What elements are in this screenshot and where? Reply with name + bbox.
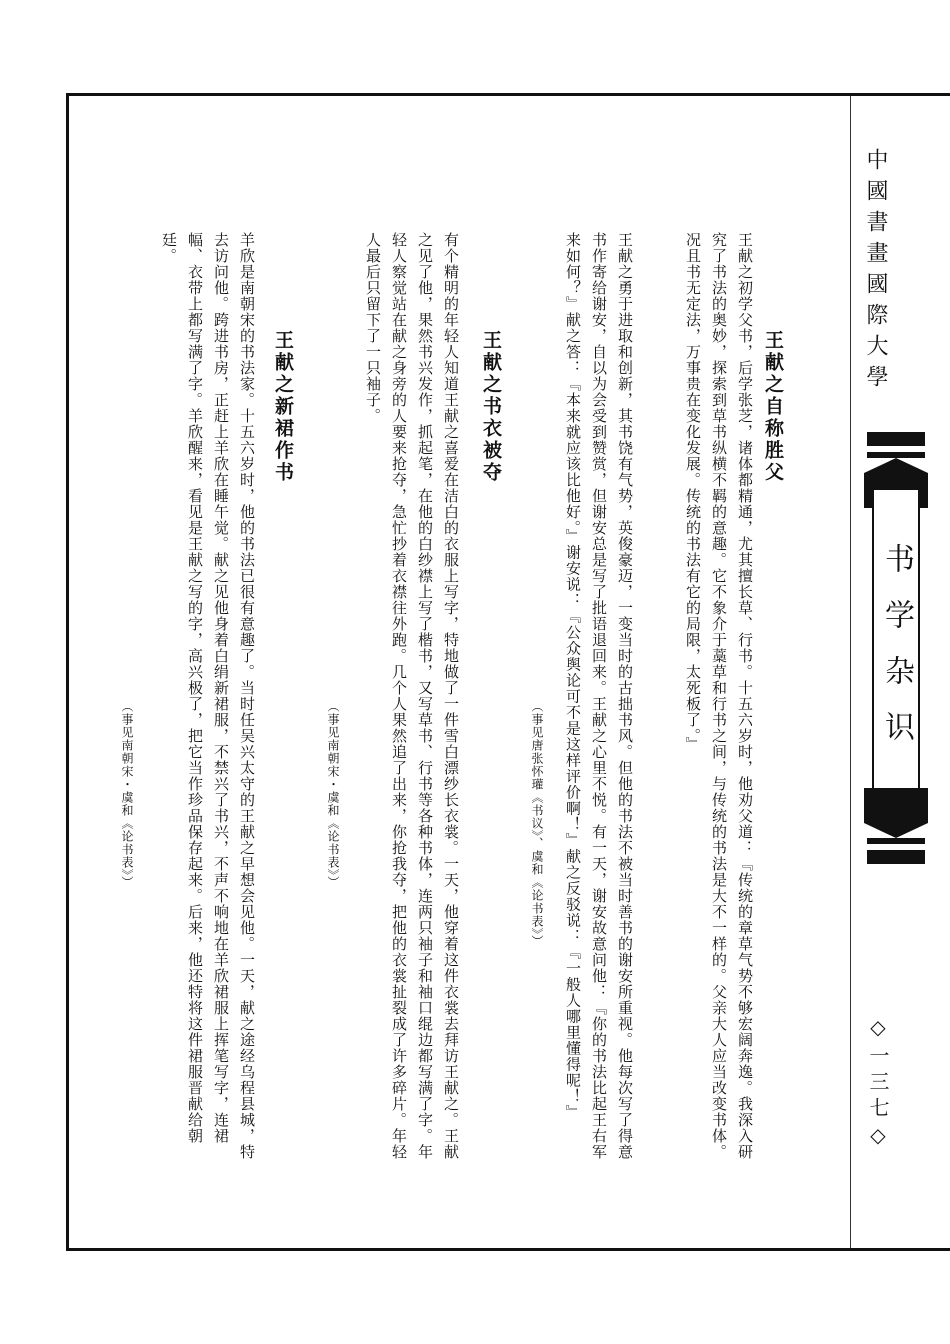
ornament-band-top: [867, 432, 925, 458]
article-1-title: 王献之自称胜父: [762, 330, 784, 484]
article-3-paragraph-1: 羊欣是南朝宋的书法家。十五六岁时，他的书法已很有意趣了。当时任吴兴太守的王献之早想会见他。一天，献之途经乌程县城，特去访问他。跨进书房，正赶上羊欣在睡午觉。献之见他身着白绢新裙服，不禁兴了书兴，不声不响地在羊欣裙服上挥笔写字，连裙幅、衣带上都写满了字。羊欣醒来，看见是王献之写的字，高兴极了，把它当作珍品保存起来。后来，他还特将这件裙服晋献给朝廷。: [160, 232, 256, 1160]
article-2-source: （事见南朝宋・虞和《论书表》）: [326, 700, 340, 889]
article-1-source: （事见唐张怀瓘《书议》、虞和《论书表》）: [530, 700, 544, 948]
article-2-title: 王献之书衣被夺: [480, 330, 502, 484]
margin-divider: [850, 96, 851, 1248]
article-1-paragraph-2: 王献之勇于进取和创新，其书饶有气势，英俊豪迈，一变当时的古拙书风。但他的书法不被当时善书的谢安所重视。他每次写了得意书作寄给谢安，自以为会受到赞赏，但谢安总是写了批语退回来。王献之心里不悦。有一天，谢安故意问他：『你的书法比起王右军来如何？』献之答：『本来就应该比他好。』谢安说：『公众舆论可不是这样评价啊！』献之反驳说：『一般人哪里懂得呢！』: [564, 232, 634, 1160]
section-label: 书学杂识: [879, 543, 914, 767]
article-1-paragraph-1: 王献之初学父书，后学张芝，诸体都精通，尤其擅长草、行书。十五六岁时，他劝父道：『传统的章草气势不够宏阔奔逸。我深入研究了书法的奥妙，探索到草书纵横不羁的意趣。它不象介于藁草和行书之间，与传统的书法是大不一样的。父亲大人应当改变书体。况且书无定法，万事贵在变化发展。传统的书法有它的局限，太死板了。』: [684, 232, 754, 1160]
book-title: 中國書畫國際大學: [863, 148, 888, 396]
ornament-band-bottom: [867, 838, 925, 864]
article-3-source: （事见南朝宋・虞和《论书表》）: [120, 700, 134, 889]
article-3-title: 王献之新裙作书: [272, 330, 294, 484]
article-2-paragraph-1: 有个精明的年轻人知道王献之喜爱在洁白的衣服上写字，特地做了一件雪白漂纱长衣裳。一天，他穿着这件衣裳去拜访王献之。王献之见了他，果然书兴发作，抓起笔，在他的白纱襟上写了楷书，又写草书、行书等各种书体，连两只袖子和袖口绲边都写满了字。年轻人察觉站在献之身旁的人要来抢夺，急忙抄着衣襟往外跑。几个人果然追了出来，你抢我夺，把他的衣裳扯裂成了许多碎片。年轻人最后只留下了一只袖子。: [364, 232, 460, 1160]
page-number: ◇一三七◇: [866, 1015, 890, 1153]
